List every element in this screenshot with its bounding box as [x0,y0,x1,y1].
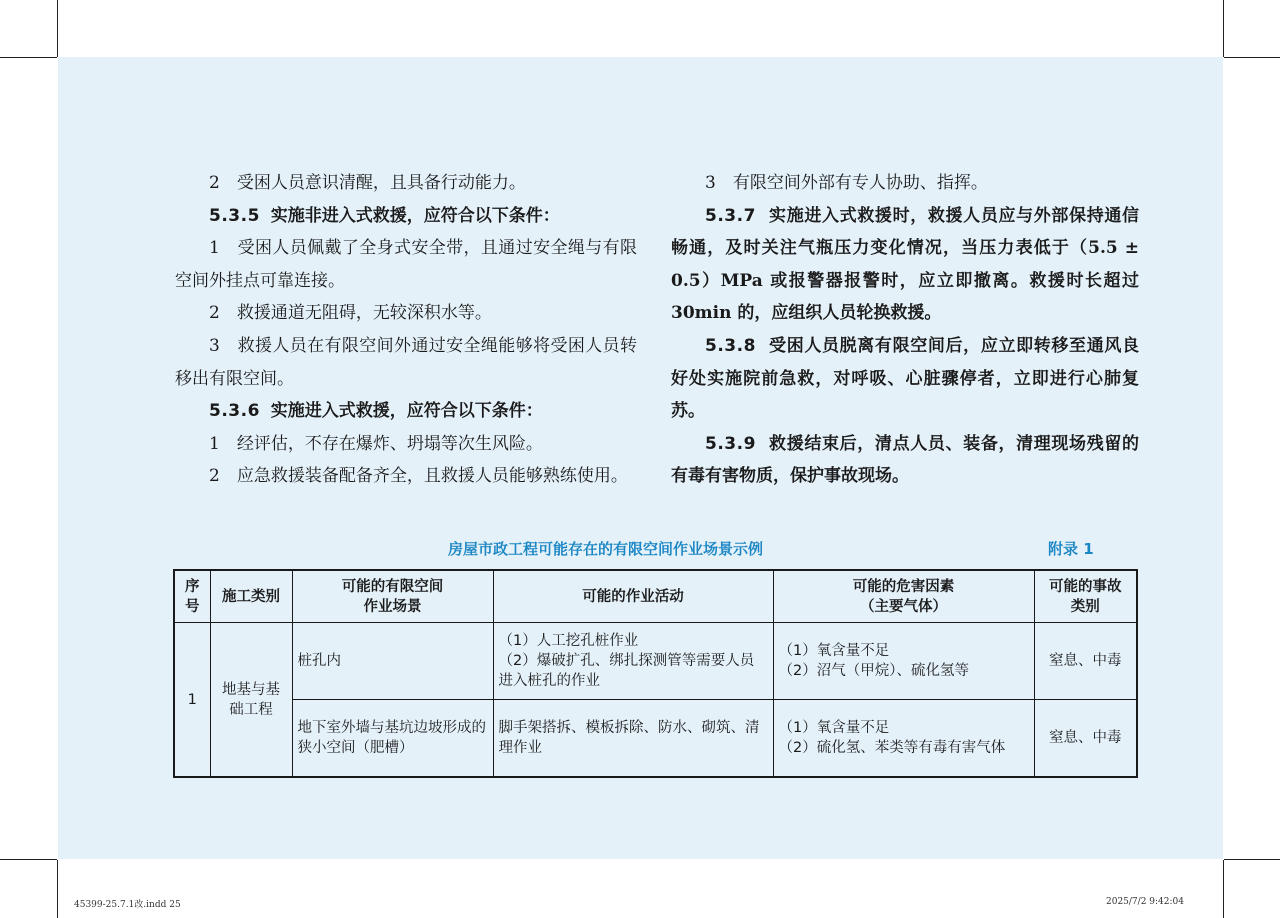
header-seq: 序 号 [174,570,210,623]
paragraph: 2 受困人员意识清醒，且具备行动能力。 [209,173,526,193]
cell-scene: 地下室外墙与基坑边坡形成的狭小空间（肥槽） [292,700,493,778]
clause-5-3-6 [175,395,637,428]
paragraph: 2 救援通道无阻碍，无较深积水等。 [209,303,492,324]
crop-mark [0,57,57,58]
header-scene: 可能的有限空间 作业场景 [292,570,493,623]
clause-5-3-7 [671,200,1139,330]
clause-number: 5.3.8 [705,335,756,356]
cell-hazard: （1）氧含量不足 （2）沼气（甲烷）、硫化氢等 [773,623,1034,700]
table-caption [58,538,1223,560]
paragraph: 2 应急救援装备配备齐全，且救援人员能够熟练使用。 [209,466,628,487]
footer-timestamp: 2025/7/2 9:42:04 [1106,897,1184,907]
clause-number: 5.3.9 [705,433,756,454]
header-accident: 可能的事故 类别 [1034,570,1137,623]
cell-scene: 桩孔内 [292,623,493,700]
paragraph: 3 有限空间外部有专人协助、指挥。 [705,173,988,193]
paragraph: 3 救援人员在有限空间外通过安全绳能够将受困人员转移出有限空间。 [175,335,637,389]
clause-5-3-5 [175,200,637,233]
cell-activity: 脚手架搭拆、模板拆除、防水、砌筑、清理作业 [493,700,773,778]
crop-mark [57,0,58,57]
clause-5-3-8 [671,330,1139,428]
right-column [671,167,1139,493]
left-column [175,167,637,493]
cell-seq: 1 [174,623,210,778]
paragraph: 1 受困人员佩戴了全身式安全带，且通过安全绳与有限空间外挂点可靠连接。 [175,238,637,291]
cell-accident: 窒息、中毒 [1034,700,1137,778]
clause-heading: 实施进入式救援，应符合以下条件： [270,401,543,422]
clause-number: 5.3.5 [209,205,260,226]
clause-number: 5.3.7 [705,205,756,226]
clause-text: 受困人员脱离有限空间后，应立即转移至通风良好处实施院前急救，对呼吸、心脏骤停者，立即进行心肺复苏。 [671,335,1140,422]
header-activity: 可能的作业活动 [493,570,773,623]
table-row [174,623,1137,700]
document-page [58,57,1223,859]
clause-5-3-9 [671,428,1139,493]
header-type: 施工类别 [210,570,292,623]
clause-number: 5.3.6 [209,401,260,422]
crop-mark [1223,0,1224,57]
cell-type: 地基与基础工程 [210,623,292,778]
clause-heading: 实施非进入式救援，应符合以下条件： [270,205,560,226]
table-title: 房屋市政工程可能存在的有限空间作业场景示例 [448,540,764,558]
appendix-label: 附录 1 [1048,540,1094,558]
crop-mark [1223,860,1224,918]
table-row [174,700,1137,778]
cell-accident: 窒息、中毒 [1034,623,1137,700]
crop-mark [1224,859,1280,860]
crop-mark [57,860,58,918]
cell-hazard: （1）氧含量不足 （2）硫化氢、苯类等有毒有害气体 [773,700,1034,778]
crop-mark [0,859,57,860]
clause-text: 救援结束后，清点人员、装备，清理现场残留的有毒有害物质，保护事故现场。 [671,433,1140,487]
clause-text: 实施进入式救援时，救援人员应与外部保持通信畅通，及时关注气瓶压力变化情况，当压力表低于（5.5 ± 0.5）MPa 或报警器报警时，应立即撤离。救援时长超过 30min 的，应组织人员轮换救援。 [671,205,1140,324]
table-header-row [174,570,1137,623]
crop-mark [1224,57,1280,58]
cell-activity: （1）人工挖孔桩作业 （2）爆破扩孔、绑扎探测管等需要人员进入桩孔的作业 [493,623,773,700]
paragraph: 1 经评估，不存在爆炸、坍塌等次生风险。 [209,433,543,454]
footer-file-info: 45399-25.7.1改.indd 25 [74,900,181,910]
header-hazard: 可能的危害因素 （主要气体） [773,570,1034,623]
appendix-table [173,569,1138,778]
